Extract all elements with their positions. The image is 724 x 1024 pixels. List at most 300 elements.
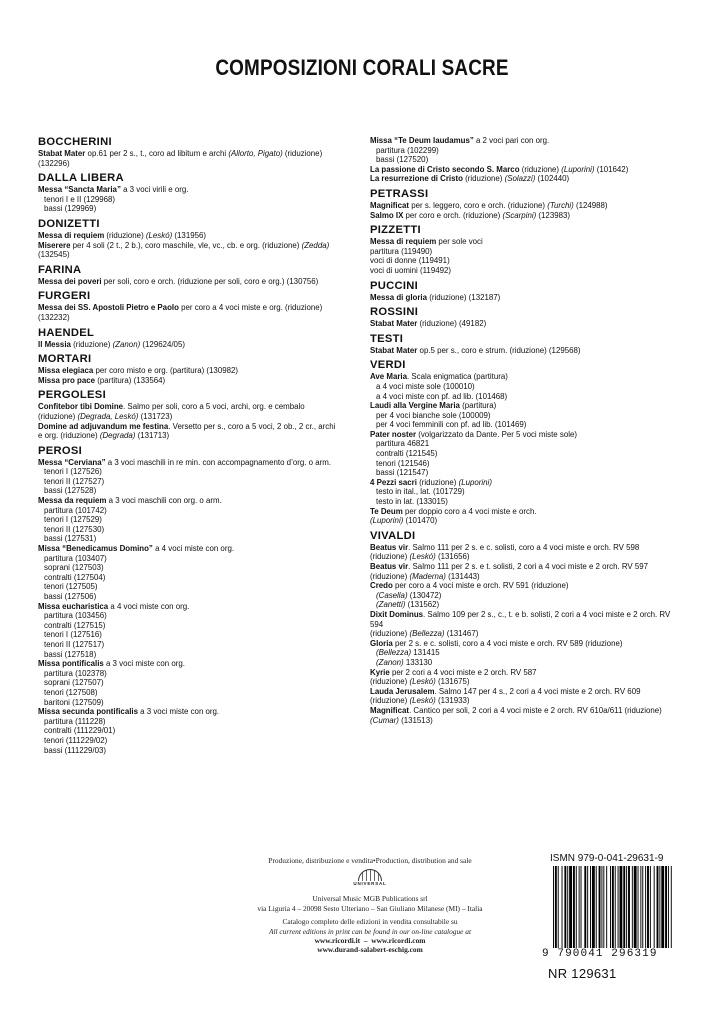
- entry-text: . Versetto per s., coro a 5 voci, 2 ob., 2 cr., archi e org. (riduzione): [38, 421, 336, 441]
- catalog-entry: [38, 185, 338, 195]
- entry-text: bassi (111229/03): [44, 745, 106, 755]
- catalog-entry: [370, 136, 674, 146]
- editor-name: (Allorto, Pigato): [228, 149, 283, 158]
- catalog-entry: [370, 600, 674, 610]
- catalog-entry: [38, 554, 338, 564]
- barcode-bar: [573, 866, 575, 948]
- barcode-bar: [564, 866, 566, 948]
- catalog-entry: [370, 165, 674, 175]
- catalog-entry: [370, 706, 674, 725]
- work-title: Lauda Jerusalem: [370, 686, 435, 696]
- catalog-entry: [370, 687, 674, 706]
- composer-section: [38, 264, 338, 287]
- barcode-bar: [659, 866, 660, 948]
- entry-text: (riduzione): [104, 230, 146, 240]
- entry-text: tenori I (127529): [44, 515, 102, 525]
- catalog-entry: [38, 669, 338, 679]
- catalog-entry: [370, 487, 674, 497]
- editor-name: (Leskó): [409, 696, 436, 706]
- catalog-entry: [38, 195, 338, 205]
- entry-text: a 3 voci virili e org.: [120, 185, 189, 195]
- entry-text: tenori II (127530): [44, 524, 105, 534]
- work-title: Dixit Dominus: [370, 609, 424, 619]
- catalog-entry: [370, 237, 674, 247]
- catalog-entry: [370, 543, 674, 562]
- url-ricordi-it[interactable]: www.ricordi.it: [314, 936, 361, 946]
- url-ricordi-com[interactable]: www.ricordi.com: [371, 936, 426, 946]
- work-title: Salmo IX: [370, 210, 404, 220]
- editor-name: (Zanon): [376, 657, 404, 667]
- catalog-entry: [370, 497, 674, 507]
- entry-text: (partitura): [459, 401, 497, 411]
- entry-text: per s. leggero, coro e orch. (riduzione): [409, 200, 548, 210]
- entry-text: tenori I (127516): [44, 630, 102, 640]
- composer-heading: ROSSINI: [370, 306, 419, 319]
- entry-text: baritoni (127509): [44, 697, 104, 707]
- composer-section: [38, 218, 338, 260]
- work-title: Beatus vir: [370, 542, 409, 552]
- entry-text: 133130: [403, 657, 433, 667]
- catalog-entry: [370, 478, 674, 488]
- barcode-bar: [610, 866, 611, 948]
- work-title: Missa pro pace: [38, 375, 96, 385]
- editor-name: (Solazzi): [504, 174, 536, 184]
- work-title: Messa dei poveri: [38, 276, 102, 286]
- catalog-entry: [370, 401, 674, 411]
- right-column: [370, 136, 674, 725]
- work-title: Beatus vir: [370, 562, 409, 571]
- catalog-entry: [370, 319, 674, 329]
- barcode-bar: [615, 866, 616, 948]
- entry-text: . Salmo 109 per 2 s., c., t. e b. solisti, 2 cori a 4 voci miste e 2 orch. RV 594: [370, 609, 671, 629]
- entry-text: (riduzione): [519, 164, 562, 174]
- catalog-entry: [38, 340, 338, 350]
- entry-text: a 4 voci miste con pf. ad lib. (101468): [376, 391, 508, 401]
- editor-name: (Cumar): [370, 715, 399, 725]
- work-title: Missa eucharistica: [38, 601, 109, 611]
- catalog-entry: [370, 201, 674, 211]
- catalog-entry: [370, 174, 674, 184]
- entry-text: tenori I (127526): [44, 467, 102, 477]
- work-title: Kyrie: [370, 667, 390, 677]
- catalog-entry: [38, 611, 338, 621]
- catalog-entry: [370, 211, 674, 221]
- catalog-entry: [38, 544, 338, 554]
- entry-text: (131656): [435, 552, 470, 562]
- entry-text: per doppio coro a 4 voci miste e orch.: [402, 506, 537, 516]
- editor-name: (Zanon): [112, 339, 141, 349]
- entry-text: partitura (101742): [44, 505, 107, 515]
- catalogue-note-en: All current editions in print can be found in our on-line catalogue at: [268, 926, 472, 936]
- catalog-entry: [38, 506, 338, 516]
- catalog-entry: [38, 621, 338, 631]
- work-title: Te Deum: [370, 506, 403, 516]
- entry-text: bassi (121547): [376, 468, 429, 478]
- entry-text: per coro a 4 voci miste e orch. RV 591 (riduzione): [392, 581, 569, 591]
- work-title: Credo: [370, 581, 393, 591]
- catalog-entry: [370, 629, 674, 639]
- barcode-bar: [638, 866, 639, 948]
- barcode-bar: [647, 866, 649, 948]
- barcode-bar: [555, 866, 557, 956]
- barcode-bar: [599, 866, 601, 948]
- work-title: Stabat Mater: [38, 149, 86, 158]
- composer-section: [38, 290, 338, 322]
- entry-text: (131443): [445, 571, 480, 581]
- composer-section: [38, 389, 338, 440]
- barcode-bar: [601, 866, 602, 948]
- entry-text: (131513): [398, 715, 433, 725]
- work-title: Missa “Benedicamus Domino”: [38, 544, 153, 554]
- catalog-entry: [370, 507, 674, 517]
- entry-text: partitura (119490): [370, 246, 433, 256]
- catalog-entry: [370, 449, 674, 459]
- composer-section: [370, 530, 674, 725]
- barcode-bar: [657, 866, 659, 948]
- work-title: Messa di gloria: [370, 292, 428, 302]
- entry-text: per 4 voci femminili con pf. ad lib. (101469): [376, 420, 527, 430]
- composer-heading: PIZZETTI: [370, 224, 421, 237]
- editor-name: (Luporini): [370, 516, 404, 526]
- page-title: COMPOSIZIONI CORALI SACRE: [215, 55, 509, 80]
- catalog-entry: [370, 411, 674, 421]
- catalog-entry: [38, 458, 338, 468]
- entry-text: (riduzione): [462, 174, 505, 184]
- catalog-entry: [38, 573, 338, 583]
- editor-name: (Bellezza): [376, 648, 412, 658]
- entry-text: bassi (129969): [44, 204, 97, 214]
- work-title: Messa “Sancta Maria”: [38, 185, 121, 195]
- entry-text: partitura (102378): [44, 668, 107, 678]
- entry-text: per 4 voci bianche sole (100009): [376, 410, 491, 420]
- catalog-entry: [38, 630, 338, 640]
- barcode-bar: [634, 866, 637, 956]
- composer-section: [370, 306, 674, 329]
- composer-section: [370, 188, 674, 220]
- work-title: 4 Pezzi sacri: [370, 477, 417, 487]
- barcode-bar: [618, 866, 619, 948]
- catalog-entry: [38, 241, 338, 260]
- catalog-entry: [370, 155, 674, 165]
- barcode-bar: [661, 866, 664, 948]
- composer-heading: HAENDEL: [38, 326, 95, 339]
- composer-heading: PERGOLESI: [38, 389, 106, 402]
- editor-name: (Leskó): [409, 677, 436, 687]
- entry-text: per soli, coro e orch. (riduzione per soli, coro e org.) (130756): [101, 276, 319, 286]
- catalog-entry: [38, 376, 338, 386]
- composer-section: [370, 280, 674, 303]
- editor-name: (Casella): [376, 590, 408, 600]
- work-title: Messa dei SS. Apostoli Pietro e Paolo: [38, 303, 179, 313]
- barcode-bar: [584, 866, 586, 948]
- entry-text: partitura (102299): [376, 145, 439, 155]
- entry-text: contralti (121545): [376, 449, 438, 459]
- barcode-bar: [668, 866, 669, 948]
- work-title: Miserere: [38, 240, 71, 250]
- catalog-entry: [370, 639, 674, 649]
- barcode-bar: [579, 866, 580, 948]
- barcode-bar: [623, 866, 625, 948]
- barcode-bar: [612, 866, 614, 948]
- catalog-entry: [38, 149, 338, 168]
- entry-text: a 3 voci miste con org.: [137, 707, 220, 717]
- catalog-entry: [370, 247, 674, 257]
- entry-text: per 2 cori a 4 voci miste e 2 orch. RV 587: [389, 667, 537, 677]
- barcode-bar: [620, 866, 623, 948]
- entry-text: voci di donne (119491): [370, 256, 450, 266]
- publisher-name: Universal Music MGB Publications srl: [312, 894, 428, 904]
- catalog-entry: [38, 563, 338, 573]
- catalog-entry: [38, 640, 338, 650]
- work-title: La resurrezione di Cristo: [370, 174, 463, 184]
- entry-text: soprani (127507): [44, 678, 104, 688]
- entry-text: tenori II (127527): [44, 476, 105, 486]
- catalog-entry: [38, 204, 338, 214]
- entry-text: a 3 voci maschili con org. o arm.: [106, 496, 222, 506]
- entry-text: (131675): [435, 677, 470, 687]
- entry-text: contralti (111229/01): [44, 726, 116, 736]
- entry-text: a 4 voci miste con org.: [152, 544, 235, 554]
- work-title: Stabat Mater: [370, 319, 418, 329]
- entry-text: tenori (121546): [376, 458, 430, 468]
- entry-text: per sole voci: [436, 237, 483, 247]
- editor-name: (Zanetti): [376, 600, 406, 610]
- catalog-entry: [38, 650, 338, 660]
- entry-text: bassi (127506): [44, 592, 97, 601]
- barcode-bar: [650, 866, 651, 948]
- catalog-entry: [370, 610, 674, 629]
- entry-text: (riduzione): [416, 477, 459, 487]
- catalog-entry: [38, 496, 338, 506]
- entry-text: per coro e orch. (riduzione): [403, 210, 503, 220]
- catalog-entry: [370, 658, 674, 668]
- composer-heading: DALLA LIBERA: [38, 172, 124, 185]
- catalog-entry: [370, 516, 674, 526]
- barcode-bar: [603, 866, 604, 948]
- catalog-entry: [38, 534, 338, 544]
- catalog-entry: [38, 231, 338, 241]
- editor-name: (Maderna): [409, 571, 446, 581]
- editor-name: (Luporini): [561, 164, 595, 174]
- work-title: Messa da requiem: [38, 496, 107, 506]
- catalog-entry: [38, 726, 338, 736]
- composer-heading: VERDI: [370, 359, 406, 372]
- entry-text: (131956): [172, 230, 206, 240]
- entry-text: a 4 voci miste sole (100010): [376, 381, 475, 391]
- entry-text: (131562): [405, 600, 440, 610]
- composer-heading: DONIZETTI: [38, 217, 100, 230]
- catalog-entry: [38, 366, 338, 376]
- barcode-bar: [567, 866, 568, 948]
- entry-text: (131723): [138, 411, 173, 421]
- entry-text: (132545): [38, 250, 70, 260]
- entry-text: testo in lat. (133015): [376, 497, 448, 507]
- composer-section: [38, 172, 338, 214]
- catalog-entry: [38, 698, 338, 708]
- composer-section: [370, 359, 674, 526]
- composer-heading: FURGERI: [38, 290, 91, 303]
- entry-text: (131713): [135, 431, 170, 441]
- catalog-entry: [38, 659, 338, 669]
- catalog-number: NR 129631: [548, 966, 617, 981]
- entry-text: per coro a 4 voci miste e org. (riduzione) (132232): [38, 303, 323, 322]
- catalog-entry: [370, 382, 674, 392]
- catalog-entry: [38, 277, 338, 287]
- entry-text: (131467): [444, 629, 479, 639]
- barcode-bar: [581, 866, 582, 948]
- catalog-entry: [370, 146, 674, 156]
- catalog-entry: [370, 562, 674, 581]
- entry-text: partitura 46821: [376, 439, 430, 449]
- entry-text: (riduzione): [370, 629, 410, 639]
- catalog-entry: [370, 591, 674, 601]
- catalog-entry: [38, 592, 338, 602]
- work-title: Ave Maria: [370, 372, 407, 382]
- composer-section: [38, 136, 338, 168]
- catalog-entry: [38, 582, 338, 592]
- entry-text: (102440): [535, 174, 570, 184]
- publisher-address: via Liguria 4 – 20098 Sesto Ulteriano – San Giuliano Milanese (MI) – Italia: [257, 903, 483, 913]
- entry-text: bassi (127528): [44, 486, 97, 496]
- entry-text: tenori I e II (129968): [44, 194, 116, 204]
- catalog-entry: [370, 677, 674, 687]
- barcode-bar: [558, 866, 559, 948]
- work-title: Messa di requiem: [370, 237, 437, 247]
- logo-text: UNIVERSAL: [353, 881, 387, 887]
- catalogue-note-it: Catalogo completo delle edizioni in vendita consultabile su: [282, 917, 458, 927]
- entry-text: partitura (111228): [44, 716, 106, 726]
- entry-text: tenori (127508): [44, 687, 98, 697]
- editor-name: (Leskó): [409, 552, 436, 562]
- catalog-entry: [370, 581, 674, 591]
- entry-text: contralti (127504): [44, 572, 106, 582]
- catalog-entry: [370, 468, 674, 478]
- entry-text: (101642): [594, 164, 629, 174]
- editor-name: (Bellezza): [409, 629, 445, 639]
- work-title: Gloria: [370, 638, 393, 648]
- work-title: Missa secunda pontificalis: [38, 707, 138, 717]
- entry-text: a 2 voci pari con org.: [473, 136, 550, 145]
- entry-text: a 4 voci miste con org.: [108, 601, 190, 611]
- editor-name: (Leskó): [145, 230, 173, 240]
- catalog-entry: [370, 266, 674, 276]
- ismn-code: ISMN 979-0-041-29631-9: [550, 853, 664, 864]
- entry-text: soprani (127503): [44, 563, 104, 573]
- barcode-bar: [553, 866, 554, 956]
- composer-section: [38, 353, 338, 385]
- entry-text: per 2 s. e c. solisti, coro a 4 voci miste e orch. RV 589 (riduzione): [392, 638, 623, 648]
- composer-heading: PUCCINI: [370, 279, 419, 292]
- entry-text: (131933): [435, 696, 470, 706]
- work-title: Missa pontificalis: [38, 659, 104, 669]
- catalog-entry: [370, 346, 674, 356]
- catalog-entry: [38, 678, 338, 688]
- production-line: Produzione, distribuzione e vendita•Production, distribution and sale: [268, 856, 472, 865]
- barcode-bar: [606, 866, 607, 948]
- composer-heading: FARINA: [38, 263, 82, 276]
- work-title: La passione di Cristo secondo S. Marco: [370, 164, 520, 174]
- composer-section: [370, 136, 674, 184]
- catalog-entry: [38, 402, 338, 421]
- entry-text: testo in ital., lat. (101729): [376, 487, 465, 497]
- work-title: Messa “Cerviana”: [38, 457, 106, 467]
- composer-section: [370, 224, 674, 275]
- entry-text: (partitura) (133564): [95, 375, 166, 385]
- entry-text: op.5 per s., coro e strum. (riduzione) (129568): [417, 345, 581, 355]
- entry-text: (123983): [536, 210, 570, 220]
- entry-text: bassi (127520): [376, 155, 429, 165]
- globe-icon: [358, 869, 382, 881]
- entry-text: (riduzione): [70, 339, 113, 349]
- barcode-bar: [665, 866, 667, 948]
- barcode-bar: [645, 866, 646, 948]
- url-durand[interactable]: www.durand-salabert-eschig.com: [317, 945, 423, 955]
- catalog-entry: [370, 648, 674, 658]
- entry-text: a 3 voci maschili in re min. con accompagnamento d’org. o arm.: [105, 457, 331, 467]
- entry-text: . Salmo 111 per 2 s. e c. solisti, coro a 4 voci miste e orch. RV 598 (riduzione): [370, 542, 640, 562]
- catalog-entry: [38, 717, 338, 727]
- catalog-entry: [38, 602, 338, 612]
- editor-name: (Degrada): [99, 431, 136, 441]
- catalog-entry: [38, 303, 338, 322]
- entry-text: op.61 per 2 s., t., coro ad libitum e archi: [85, 149, 229, 158]
- barcode-bar: [569, 866, 572, 948]
- left-column: [38, 136, 338, 755]
- composer-section: [38, 445, 338, 755]
- catalog-entry: [38, 515, 338, 525]
- entry-text: (101470): [403, 516, 438, 526]
- work-title: Missa “Te Deum laudamus”: [370, 136, 474, 145]
- entry-text: (riduzione) (49182): [417, 319, 487, 329]
- catalog-entry: [38, 422, 338, 441]
- work-title: Laudi alla Vergine Maria: [370, 401, 460, 411]
- entry-text: partitura (103407): [44, 553, 107, 563]
- work-title: Messa di requiem: [38, 230, 105, 240]
- entry-text: . Scala enigmatica (partitura): [407, 372, 508, 382]
- entry-text: (riduzione): [370, 677, 410, 687]
- barcode-bar: [642, 866, 643, 948]
- editor-name: (Degrada, Leskó): [77, 411, 139, 421]
- catalog-entry: [38, 477, 338, 487]
- catalog-entry: [370, 293, 674, 303]
- barcode-digits: 9 790041 296319: [542, 948, 682, 960]
- catalog-entry: [38, 707, 338, 717]
- work-title: Il Messia: [38, 339, 71, 349]
- catalog-entry: [370, 256, 674, 266]
- barcode-bar: [596, 866, 597, 948]
- barcode-bar: [590, 866, 591, 948]
- barcode-bar: [576, 866, 577, 948]
- barcode-bar: [654, 866, 655, 948]
- editor-name: (Turchi): [547, 200, 574, 210]
- work-title: Magnificat: [370, 705, 410, 715]
- entry-text: (130472): [407, 590, 442, 600]
- work-title: Pater noster: [370, 429, 417, 439]
- catalog-entry: [38, 746, 338, 756]
- entry-text: (riduzione) (132187): [427, 292, 501, 302]
- entry-text: partitura (103456): [44, 611, 107, 621]
- barcode-bar: [640, 866, 641, 948]
- catalog-entry: [370, 430, 674, 440]
- work-title: Domine ad adjuvandum me festina: [38, 421, 169, 431]
- editor-name: (Luporini): [458, 477, 492, 487]
- entry-text: . Cantico per soli, 2 cori a 4 voci miste e 2 orch. RV 610a/611 (riduzione): [409, 705, 662, 715]
- composer-heading: VIVALDI: [370, 529, 416, 542]
- entry-text: (volgarizzato da Dante. Per 5 voci miste sole): [416, 429, 577, 439]
- entry-text: (129624/05): [140, 339, 185, 349]
- composer-section: [38, 327, 338, 350]
- editor-name: (Scarpini): [502, 210, 537, 220]
